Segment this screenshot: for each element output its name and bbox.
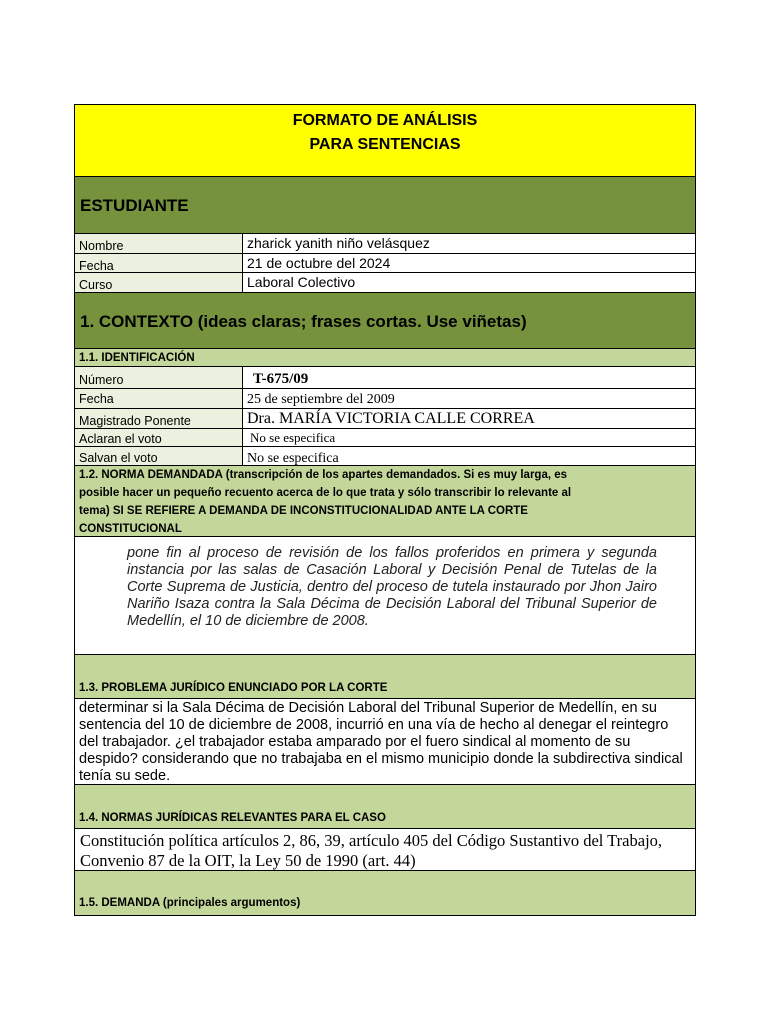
field-fecha-sentencia [75,389,695,409]
form-title [75,105,695,177]
field-salvan [75,447,695,466]
field-curso [75,273,695,293]
field-label: Fecha [75,254,243,273]
norma-heading-line-2: posible hacer un pequeño recuento acerca de lo que trata y sólo transcribir lo relevante al [79,486,572,499]
field-value[interactable]: No se especifica [243,429,695,446]
title-line-1: FORMATO DE ANÁLISIS [292,112,478,129]
field-label: Curso [75,273,243,292]
field-label: Salvan el voto [75,447,243,465]
norma-heading-line-3: tema) SI SE REFIERE A DEMANDA DE INCONSTITUCIONALIDAD ANTE LA CORTE [79,504,528,517]
identificacion-heading-text: 1.1. IDENTIFICACIÓN [79,351,195,364]
norma-demandada-text[interactable]: pone fin al proceso de revisión de los fallos proferidos en primera y segunda instancia por las salas de Casación Laboral y Decisión Penal de Tutelas de la Corte Suprema de Justicia, dentro del proceso de tutela instaurado por Jhon Jairo Nariño Isaza contra la Sala Décima de Decisión Laboral del Tribunal Superior de Medellín, el 10 de diciembre de 2008. [75,537,695,655]
field-label: Aclaran el voto [75,429,243,446]
norma-demandada-heading [75,466,695,537]
field-value[interactable]: T-675/09 [243,367,695,388]
normas-heading [75,785,695,829]
field-aclaran [75,429,695,447]
field-label: Nombre [75,234,243,253]
field-fecha-estudiante [75,254,695,274]
estudiante-heading: ESTUDIANTE [80,196,189,215]
normas-text[interactable]: Constitución política artículos 2, 86, 39, artículo 405 del Código Sustantivo del Trabajo, Convenio 87 de la OIT, la Ley 50 de 1990 (art. 44) [75,829,695,871]
identificacion-heading [75,349,695,367]
field-value[interactable]: 21 de octubre del 2024 [243,254,695,273]
field-value[interactable]: No se especifica [243,447,695,465]
field-value[interactable]: Dra. MARÍA VICTORIA CALLE CORREA [243,409,695,428]
field-label: Número [75,367,243,388]
field-magistrado [75,409,695,429]
section-contexto-heading [75,293,695,349]
normas-heading-text: 1.4. NORMAS JURÍDICAS RELEVANTES PARA EL CASO [79,811,386,824]
field-value[interactable]: Laboral Colectivo [243,273,695,292]
field-value[interactable]: zharick yanith niño velásquez [243,234,695,253]
problema-heading [75,655,695,699]
norma-heading-line-4: CONSTITUCIONAL [79,522,182,535]
field-numero [75,367,695,389]
field-nombre [75,234,695,254]
norma-heading-line-1: 1.2. NORMA DEMANDADA (transcripción de los apartes demandados. Si es muy larga, es [79,468,568,481]
problema-heading-text: 1.3. PROBLEMA JURÍDICO ENUNCIADO POR LA CORTE [79,681,388,694]
field-value[interactable]: 25 de septiembre del 2009 [243,389,695,408]
demanda-heading [75,871,695,915]
demanda-heading-text: 1.5. DEMANDA (principales argumentos) [79,896,301,909]
section-estudiante-heading [75,177,695,234]
title-line-2: PARA SENTENCIAS [309,136,461,153]
analysis-form [74,104,696,916]
contexto-heading: 1. CONTEXTO (ideas claras; frases cortas. Use viñetas) [80,311,527,331]
field-label: Fecha [75,389,243,408]
problema-text[interactable]: determinar si la Sala Décima de Decisión Laboral del Tribunal Superior de Medellín, en su sentencia del 10 de diciembre de 2008, incurrió en una vía de hecho al denegar el reintegro del trabajador. ¿el trabajador estaba amparado por el fuero sindical al momento de su despido? considerando que no trabajaba en el mismo municipio donde la subdirectiva sindical tenía su sede. [75,699,695,785]
field-label: Magistrado Ponente [75,409,243,428]
